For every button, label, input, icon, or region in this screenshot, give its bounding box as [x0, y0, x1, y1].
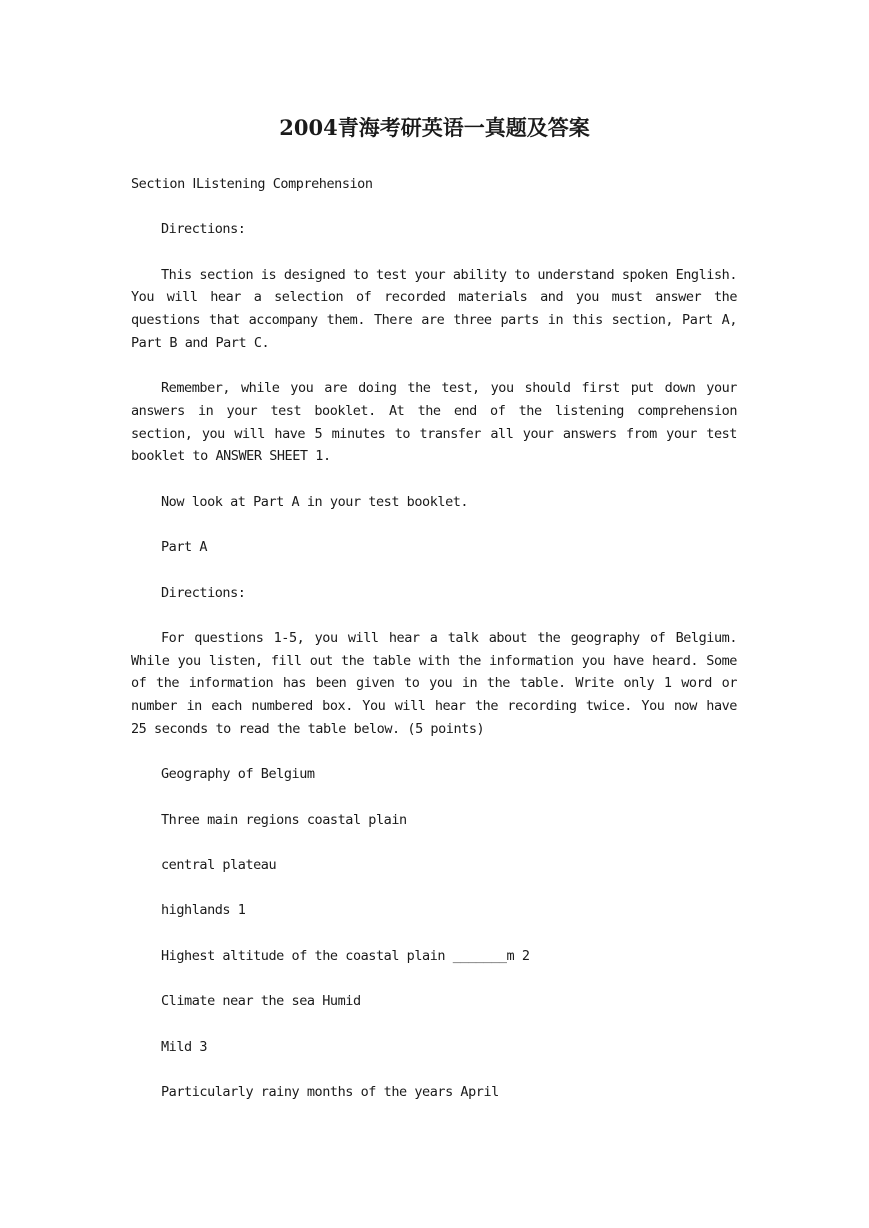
table-row: central plateau	[161, 856, 277, 873]
table-row: Highest altitude of the coastal plain _______m 2	[161, 947, 530, 964]
table-row: highlands 1	[161, 902, 246, 919]
table-row: Climate near the sea Humid	[161, 993, 361, 1010]
section-heading: Section ⅠListening Comprehension	[131, 176, 373, 192]
document-title: 2004青海考研英语一真题及答案	[279, 115, 590, 140]
table-row: Mild 3	[161, 1038, 208, 1055]
answer-sheet-reminder-paragraph: Remember, while you are doing the test, you should first put down your answers in your test booklet. At the end of the listening comprehension section, you will have 5 minutes to transfer all your answers from your test booklet to ANSWER SHEET 1.	[131, 380, 737, 465]
table-row: Three main regions coastal plain	[161, 811, 407, 828]
part-a-directions-label: Directions:	[161, 584, 246, 601]
part-a-heading: Part A	[161, 539, 208, 556]
section-intro-paragraph: This section is designed to test your ability to understand spoken English. You will hear a selection of recorded materials and you must answer the questions that accompany them. There are three parts in this section, Part A, Part B and Part C.	[131, 266, 737, 351]
part-a-directions-paragraph: For questions 1-5, you will hear a talk about the geography of Belgium. While you listen, fill out the table with the information you have heard. Some of the information has been given to you in the table. Write only 1 word or number in each numbered box. You will hear the recording twice. You now have 25 seconds to read the table below. (5 points)	[131, 629, 737, 737]
table-title: Geography of Belgium	[161, 766, 315, 783]
document-body	[131, 173, 737, 1126]
part-a-instruction: Now look at Part A in your test booklet.	[161, 493, 469, 510]
directions-label: Directions:	[161, 221, 246, 238]
table-row: Particularly rainy months of the years April	[161, 1083, 499, 1100]
